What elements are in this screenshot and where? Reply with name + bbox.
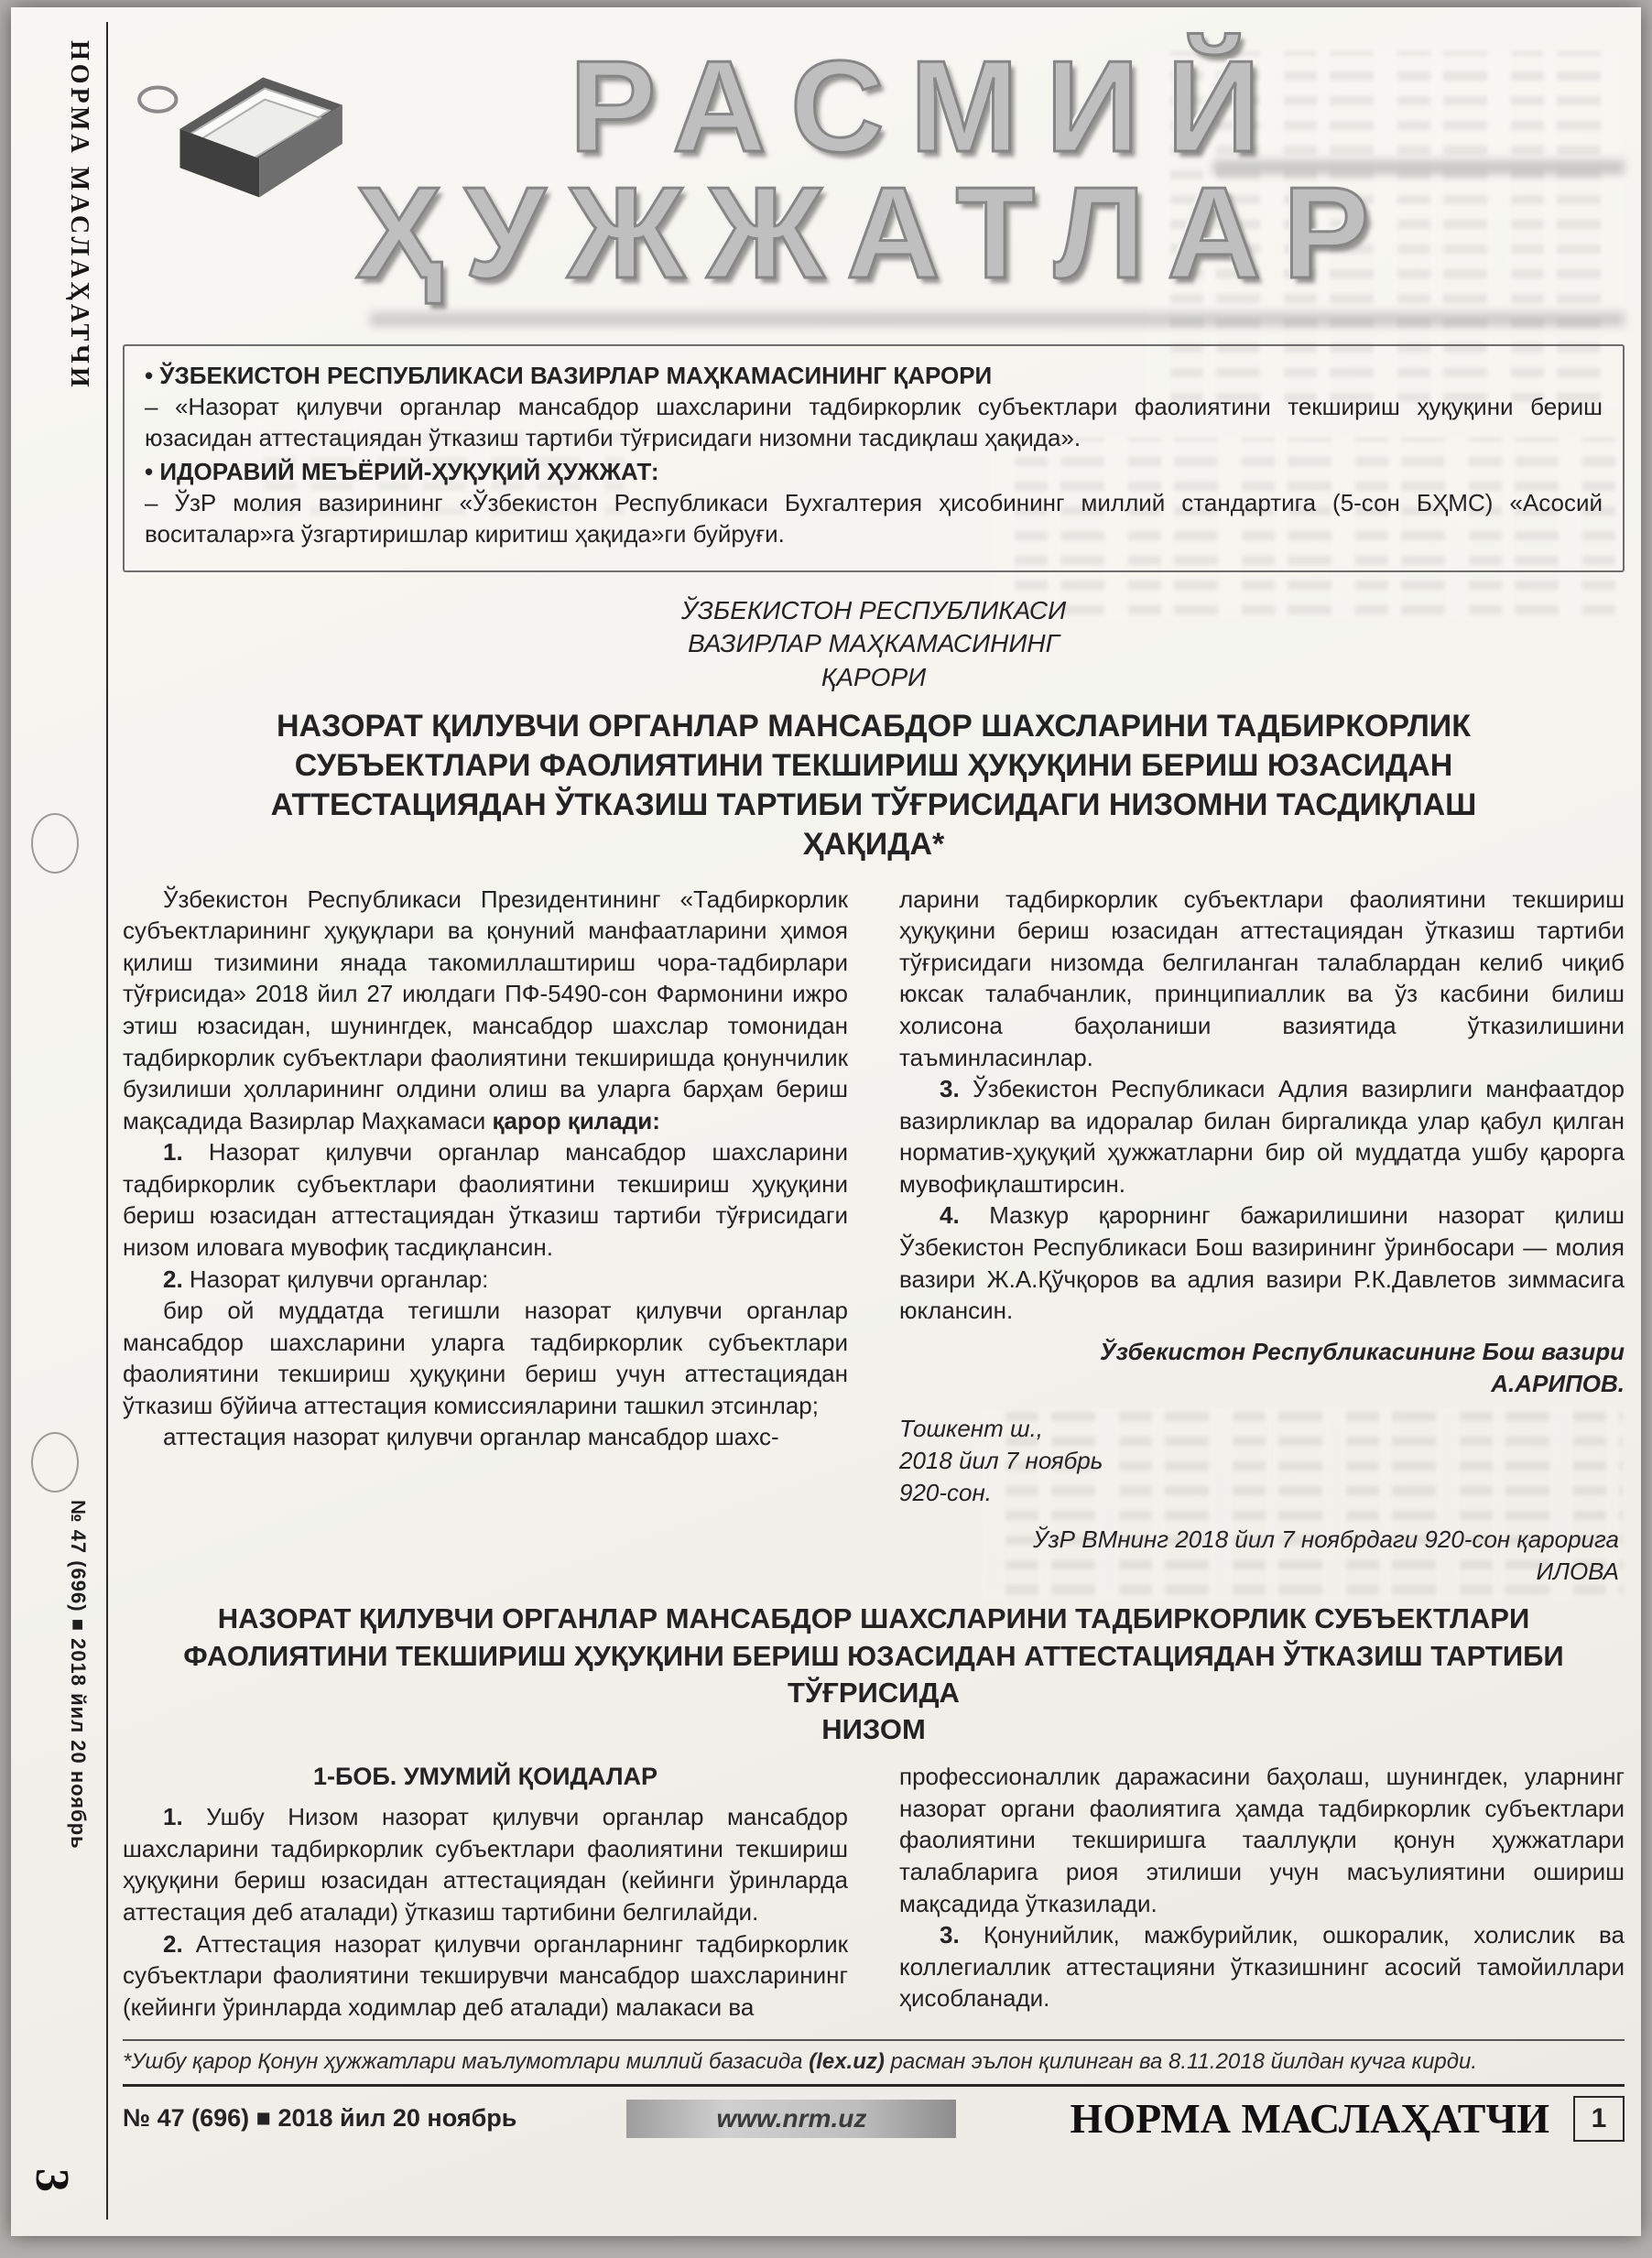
paragraph: 2. Назорат қилувчи органлар: (163, 1265, 489, 1293)
decree-authority-line: ЎЗБЕКИСТОН РЕСПУБЛИКАСИ (680, 595, 1067, 624)
newspaper-title (123, 20, 1625, 306)
place-date-line: 920-сон. (899, 1479, 993, 1507)
paragraph: бир ой муддатда тегишли назорат қилувчи органлар мансабдор шахсларини уларга тадбиркорлик субъектлари фаолиятини текшириш ҳуқуқини бериш учун аттестациядан ўтказиш бўйича аттестация комиссияларини ташкил этсинлар; (123, 1297, 848, 1419)
paragraph: 1. Назорат қилувчи органлар мансабдор шахсларини тадбиркорлик субъектлари фаолиятини текшириш ҳуқуқини бериш юзасидан аттестациядан ўтказиш тартиби тўғрисидаги низом иловага мувофиқ тасдиқлансин. (123, 1138, 848, 1261)
spine-divider-rule (106, 22, 108, 2220)
chapter-title: 1-БОБ. УМУМИЙ ҚОИДАЛАР (312, 1763, 658, 1791)
paragraph: 3. Қонунийлик, мажбурийлик, ошкоралик, холислик ва коллегиаллик аттестацияни ўтказишнинг асосий тамойиллари ҳисобланади. (899, 1921, 1625, 2013)
registration-circle (31, 1432, 79, 1493)
footer-issue-line: № 47 (696) ■ 2018 йил 20 ноябрь (123, 2104, 517, 2133)
page-footer (123, 2084, 1625, 2143)
summary-item-title: • ИДОРАВИЙ МЕЪЁРИЙ-ҲУҚУҚИЙ ҲУЖЖАТ: (145, 457, 1603, 488)
page-header (123, 20, 1625, 335)
newspaper-page (11, 7, 1641, 2236)
paragraph: 3. Ўзбекистон Республикаси Адлия вазирлиги манфаатдор вазирликлар ва идоралар билан биргаликда улар қабул қилган норматив-ҳуқуқий ҳужжатларни бир ой муддатда ушбу қарорга мувофиқлаштирсин. (899, 1075, 1625, 1198)
footnote-text-post: расман эълон қилинган ва 8.11.2018 йилдан кучга кирди. (884, 2049, 1477, 2075)
summary-item-description: – ЎзР молия вазирининг «Ўзбекистон Республикаси Бухгалтерия ҳисобининг миллий стандартига (5-сон БҲМС) «Асосий воситалар»га ўзгартиришлар киритиш ҳақида»ги буйруғи. (145, 489, 1603, 548)
annex-reference (123, 1524, 1625, 1588)
decree-body (123, 884, 1625, 1510)
page-content (123, 20, 1625, 2143)
spine-page-number: 3 (26, 2168, 78, 2192)
annex-reference-line1: ЎзР ВМнинг 2018 йил 7 ноябрдаги 920-сон қарорига (1032, 1525, 1619, 1554)
summary-item-title: • ЎЗБЕКИСТОН РЕСПУБЛИКАСИ ВАЗИРЛАР МАҲКАМАСИНИНГ ҚАРОРИ (145, 361, 1603, 392)
footer-website: www.nrm.uz (626, 2100, 956, 2138)
paragraph: профессионаллик даражасини баҳолаш, шунингдек, уларнинг назорат органи фаолиятига ҳамда тадбиркорлик субъектлари фаолиятини текширишга тааллуқли қонун ҳужжатлари талабларига риоя этилиши учун масъулиятини ошириш мақсадида ўтказилади. (899, 1763, 1625, 1917)
paragraph: 4. Мазкур қарорнинг бажарилишини назорат қилиш Ўзбекистон Республикаси Бош вазирининг ўринбосари — молия вазири Ж.А.Қўчқоров ва адлия вазири Р.К.Давлетов зиммасига юклансин. (899, 1201, 1625, 1325)
newspaper-title-line1: РАСМИЙ (569, 34, 1288, 179)
footnote-text-bold: (lex.uz) (809, 2049, 885, 2075)
paragraph: 2. Аттестация назорат қилувчи органларнинг тадбиркорлик субъектлари фаолиятини текширувчи мансабдор шахсларининг (кейинги ўринларда ходимлар деб аталади) малакаси ва (123, 1929, 848, 2021)
decree-authority-line: ҚАРОРИ (821, 662, 927, 691)
registration-circle (31, 813, 79, 874)
decree-authority (123, 594, 1625, 694)
regulation-body (123, 1761, 1625, 2023)
summary-item (145, 457, 1603, 549)
newspaper-title-line2: ҲУЖЖАТЛАР (355, 159, 1392, 306)
decree-title: НАЗОРАТ ҚИЛУВЧИ ОРГАНЛАР МАНСАБДОР ШАХСЛАРИНИ ТАДБИРКОРЛИК СУБЪЕКТЛАРИ ФАОЛИЯТИНИ ТЕКШИРИШ ҲУҚУҚИНИ БЕРИШ ЮЗАСИДАН АТТЕСТАЦИЯДАН ЎТКАЗИШ ТАРТИБИ ТЎҒРИСИДАГИ НИЗОМНИ ТАСДИҚЛАШ ҲАҚИДА* (270, 708, 1477, 863)
decree-authority-line: ВАЗИРЛАР МАҲКАМАСИНИНГ (688, 629, 1060, 658)
paragraph: 1. Ушбу Низом назорат қилувчи органлар мансабдор шахсларини тадбиркорлик субъектлари фаолиятини текшириш ҳуқуқини бериш юзасидан аттестациядан (кейинги ўринларда аттестация деб аталади) ўтказиш тартибини белгилайди. (123, 1803, 848, 1926)
regulation-title: НАЗОРАТ ҚИЛУВЧИ ОРГАНЛАР МАНСАБДОР ШАХСЛАРИНИ ТАДБИРКОРЛИК СУБЪЕКТЛАРИ ФАОЛИЯТИНИ ТЕКШИРИШ ҲУҚУҚИНИ БЕРИШ ЮЗАСИДАН АТТЕСТАЦИЯДАН ЎТКАЗИШ ТАРТИБИ ТЎҒРИСИДА (183, 1602, 1564, 1709)
paragraph: ларини тадбиркорлик субъектлари фаолиятини текшириш ҳуқуқини бериш юзасидан аттестациядан ўтказиш тартиби тўғрисидаги низомда белгиланган талаблардан келиб чиқиб юксак талабчанлик, принципиаллик ва ўз касбини билиш холисона баҳоланиши вазиятида ўтказилишини таъминласинлар. (899, 885, 1625, 1071)
annex-reference-line2: ИЛОВА (1536, 1558, 1619, 1586)
footer-page-number: 1 (1573, 2096, 1625, 2142)
signature-block (899, 1336, 1625, 1400)
regulation-subtitle: НИЗОМ (821, 1713, 926, 1746)
signature-role: Ўзбекистон Республикасининг Бош вазири (1100, 1337, 1625, 1365)
spine-masthead: НОРМА МАСЛАҲАТЧИ (65, 40, 93, 391)
signature-name: А.АРИПОВ. (1491, 1369, 1625, 1397)
place-date-block (899, 1413, 1625, 1509)
paragraph: Ўзбекистон Республикаси Президентининг «Тадбиркорлик субъектларининг ҳуқуқлари ва қонуний манфаатларини ҳимоя қилиш тизимини янада такомиллаштириш чора-тадбирлари тўғрисида» 2018 йил 27 июлдаги ПФ-5490-сон Фармонини ижро этиш юзасидан, шунингдек, мансабдор шахслар томонидан тадбиркорлик субъектлари фаолиятини текширишда қонунчилик бузилиши ҳолларининг олдини олиш ва уларга барҳам бериш мақсадида Вазирлар Маҳкамаси қарор қилади: (123, 885, 848, 1134)
spine-issue-line: № 47 (696) ■ 2018 йил 20 ноябрь (67, 1500, 90, 1850)
footnote-text-pre: *Ушбу қарор Қонун ҳужжатлари маълумотлари миллий базасида (123, 2049, 810, 2075)
footer-masthead: НОРМА МАСЛАҲАТЧИ (1070, 2095, 1549, 2143)
place-date-line: 2018 йил 7 ноябрь (899, 1447, 1103, 1475)
contents-summary-box (123, 344, 1625, 572)
regulation-column-right (899, 1761, 1625, 2023)
summary-item (145, 361, 1603, 453)
footnote (123, 2039, 1625, 2075)
title-shadow-bar (370, 311, 1625, 326)
regulation-column-left (123, 1761, 848, 2023)
place-date-line: Тошкент ш., (899, 1414, 1044, 1442)
decree-column-left (123, 884, 848, 1510)
summary-item-description: – «Назорат қилувчи органлар мансабдор шахсларини тадбиркорлик субъектлари фаолиятини текшириш ҳуқуқини бериш юзасидан аттестациядан ўтказиш тартиби тўғрисидаги низомни тасдиқлаш ҳақида». (145, 392, 1603, 451)
paragraph: аттестация назорат қилувчи органлар мансабдор шахс- (163, 1423, 779, 1451)
decree-column-right (899, 884, 1625, 1510)
